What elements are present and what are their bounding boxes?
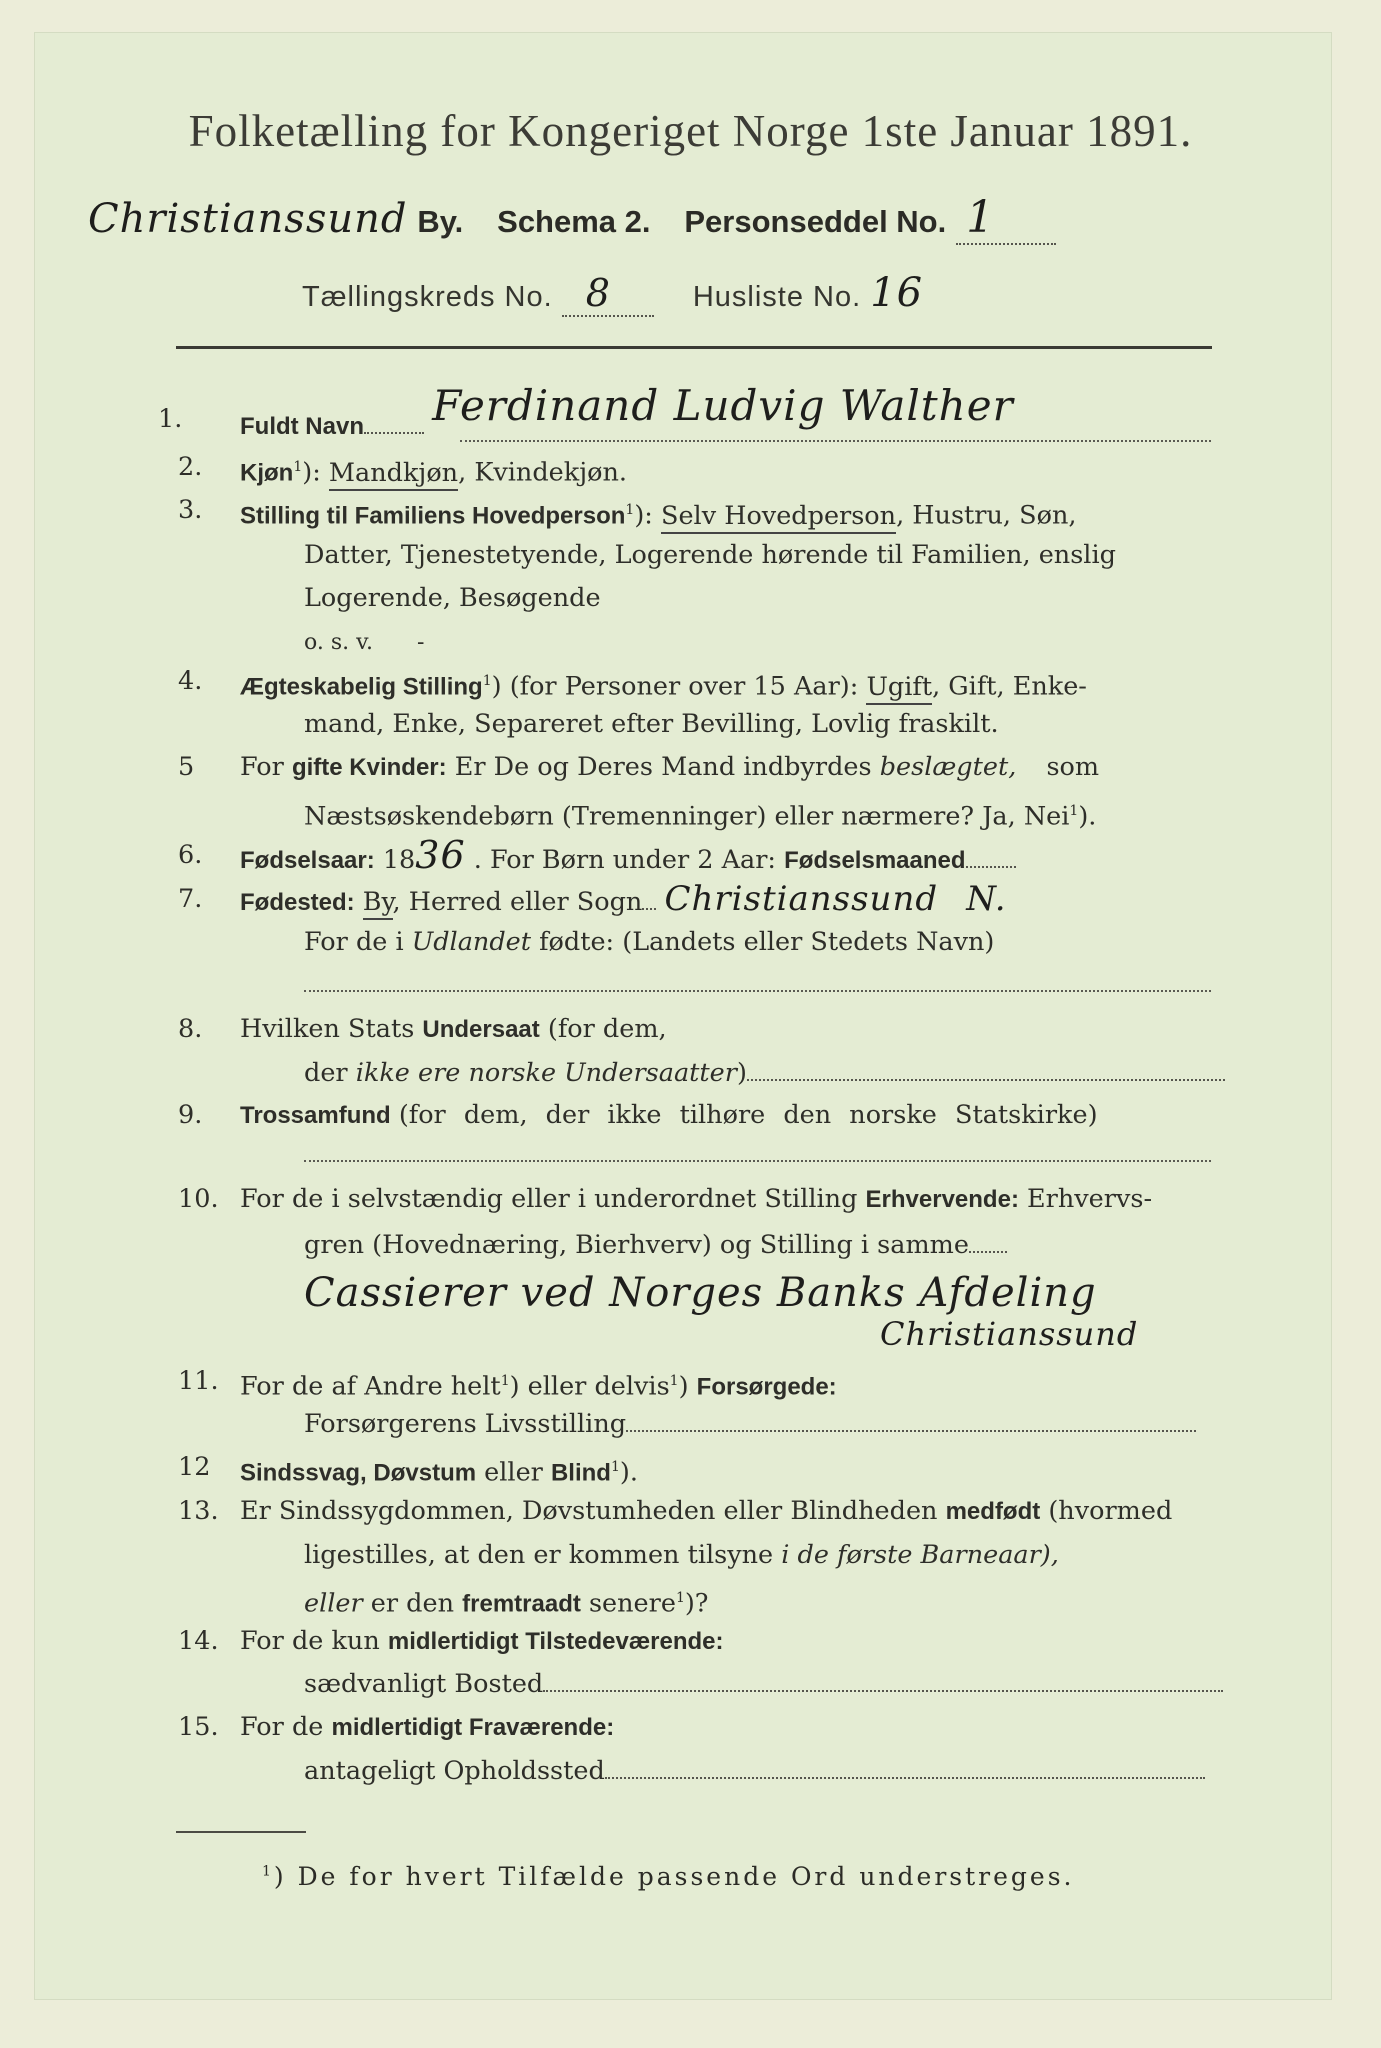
citizenship-label: Undersaat — [422, 1016, 540, 1043]
field-13-congenital — [178, 1490, 1266, 1533]
birth-month-question: . For Børn under 2 Aar: — [473, 845, 777, 875]
personseddel-label: Personseddel No. — [684, 204, 947, 239]
religion-fill-line — [304, 1160, 1211, 1162]
married-women-label: gifte Kvinder: — [291, 754, 447, 781]
temp-present-pre: For de kun — [240, 1626, 380, 1656]
congenital-tail: )? — [684, 1588, 709, 1619]
married-women-rest: som — [1046, 752, 1100, 782]
citizenship-dots — [747, 1079, 1225, 1081]
temp-present-line2 — [304, 1663, 1266, 1706]
abroad-italic: Udlandet — [411, 927, 531, 957]
congenital-pre: Er Sindssygdommen, Døvstumheden eller Blindheden — [240, 1496, 938, 1526]
tellingskreds-field — [562, 271, 654, 317]
dependents-line2 — [304, 1403, 1266, 1446]
abroad-pre: For de i — [304, 927, 404, 957]
field-number: 12 — [178, 1452, 211, 1482]
marital-status-selected: Ugift — [866, 672, 932, 705]
field-number: 7. — [178, 884, 203, 914]
dependents-mid: ) eller delvis — [509, 1371, 670, 1402]
temp-absent-line2 — [304, 1750, 1266, 1793]
married-women-pre: For — [240, 752, 284, 782]
citizenship-rest: (for dem, — [547, 1014, 667, 1044]
full-name-dots — [364, 432, 424, 434]
footnote-divider — [176, 1831, 306, 1833]
birthplace-value: Christianssund — [664, 879, 939, 919]
congenital-line2-text: ligestilles, at den er kommen tilsyne — [304, 1540, 774, 1570]
field-2-gender — [178, 446, 1266, 495]
field-number: 6. — [178, 840, 203, 870]
usual-residence-dots — [543, 1690, 1223, 1692]
congenital-label-2: fremtraadt — [462, 1590, 581, 1618]
field-number: 13. — [178, 1496, 219, 1526]
tellingskreds-number: 8 — [585, 271, 611, 315]
occupation-value-line — [304, 1270, 1097, 1316]
field-6-birth-year — [178, 833, 1266, 882]
field-8-citizenship — [178, 1008, 1266, 1051]
presumed-location-dots — [605, 1777, 1205, 1779]
congenital-label: medfødt — [945, 1498, 1041, 1525]
full-name-value: Ferdinand Ludvig Walther — [432, 381, 1014, 430]
header-divider — [176, 346, 1212, 349]
marital-status-options: mand, Enke, Separeret efter Bevilling, Lovlig fraskilt. — [304, 709, 999, 739]
congenital-line2 — [304, 1534, 1266, 1577]
footnote-ref-2: 1 — [669, 1373, 679, 1389]
birthplace-selected: By — [363, 887, 393, 920]
field-10-occupation — [178, 1178, 1266, 1221]
footnote-ref: 1 — [610, 1459, 620, 1475]
disability-mid: eller — [484, 1457, 543, 1488]
marital-status-note: ) (for Personer over 15 Aar): — [491, 671, 859, 702]
field-number: 10. — [178, 1184, 219, 1214]
abroad-fill-line — [304, 990, 1211, 992]
osv-text: o. s. v. — [304, 630, 373, 655]
temp-present-label: midlertidigt Tilstedeværende: — [387, 1628, 724, 1655]
family-position-line2 — [304, 534, 1266, 577]
field-number: 3. — [178, 495, 203, 525]
field-number: 11. — [178, 1366, 219, 1396]
disability-tail: ). — [619, 1457, 638, 1488]
married-women-line2 — [304, 790, 1266, 839]
footnote-ref: 1 — [293, 459, 303, 475]
congenital-line3-rest: senere — [588, 1588, 676, 1619]
family-position-options: Datter, Tjenestetyende, Logerende hørende til Familien, enslig — [304, 540, 1116, 570]
field-7-birthplace — [178, 878, 1266, 924]
full-name-underline — [460, 440, 1211, 442]
married-women-question-2: Næstsøskendebørn (Tremenninger) eller nærmere? Ja, Nei — [304, 801, 1070, 832]
citizenship-italic: ikke ere norske Undersaatter — [355, 1058, 737, 1088]
footnote — [262, 1862, 1074, 1891]
religion-note: (for dem, der ikke tilhøre den norske Statskirke) — [398, 1100, 1098, 1130]
occupation-label: Erhvervende: — [865, 1186, 1019, 1213]
birthplace-value-2: N. — [966, 879, 1007, 919]
citizenship-line2-pre: der — [304, 1058, 348, 1088]
footnote-ref: 1 — [675, 1590, 685, 1606]
birth-month-label: Fødselsmaaned — [784, 847, 966, 874]
occupation-rest: Erhvervs- — [1027, 1184, 1153, 1214]
field-number: 5 — [178, 752, 195, 782]
citizenship-paren: ) — [736, 1058, 747, 1088]
religion-label: Trossamfund — [240, 1102, 391, 1129]
field-11-dependents — [178, 1360, 1266, 1409]
footnote-ref: 1 — [1069, 803, 1079, 819]
provider-occupation: Forsørgerens Livsstilling — [304, 1409, 627, 1439]
congenital-line3-text: er den — [370, 1588, 455, 1619]
family-position-line3 — [304, 577, 1266, 620]
birth-month-field — [966, 866, 1016, 868]
citizenship-pre: Hvilken Stats — [240, 1014, 415, 1044]
field-15-temporary-absent — [178, 1706, 1266, 1749]
field-3-family-position — [178, 489, 1266, 538]
marital-status-label: Ægteskabelig Stilling — [240, 673, 483, 701]
personseddel-number: 1 — [966, 192, 996, 243]
by-label: By. — [417, 204, 464, 239]
field-14-temporary-present — [178, 1620, 1266, 1663]
footnote-ref: 1 — [500, 1373, 510, 1389]
married-women-tail: ). — [1078, 801, 1097, 832]
birthplace-label: Fødested: — [240, 889, 355, 916]
field-number: 1. — [158, 404, 183, 434]
tellingskreds-label: Tællingskreds No. — [302, 281, 553, 313]
congenital-line3 — [304, 1577, 1266, 1626]
birthplace-options: , Herred eller Sogn — [392, 887, 643, 917]
footnote-marker: 1 — [262, 1863, 274, 1880]
occupation-value: Cassierer ved Norges Banks Afdeling — [304, 1270, 1097, 1316]
usual-residence: sædvanligt Bosted — [304, 1669, 544, 1699]
married-women-question: Er De og Deres Mand indbyrdes — [454, 752, 872, 782]
marital-status-line2 — [304, 703, 1266, 746]
pen-mark: - — [416, 630, 425, 655]
gender-colon: ): — [302, 457, 321, 488]
footnote-ref: 1 — [625, 502, 635, 518]
disability-label-a: Sindssvag, Døvstum — [240, 1459, 477, 1487]
field-number: 9. — [178, 1100, 203, 1130]
dependents-label: Forsørgede: — [696, 1373, 837, 1401]
field-5-married-women — [178, 746, 1266, 789]
header-city-line — [88, 192, 1056, 245]
occupation-dots — [969, 1251, 1007, 1253]
gender-other: , Kvindekjøn. — [458, 457, 628, 488]
birth-year-label: Fødselsaar: — [240, 847, 375, 874]
family-position-options-2: Logerende, Besøgende — [304, 583, 601, 613]
field-number: 14. — [178, 1626, 219, 1656]
header-kreds-line — [302, 270, 923, 317]
family-position-line4 — [304, 621, 1266, 664]
personseddel-field — [956, 192, 1056, 245]
schema-label: Schema 2. — [497, 204, 651, 239]
city-handwritten: Christianssund — [88, 196, 408, 242]
field-12-disability — [178, 1446, 1266, 1495]
occupation-line2-text: gren (Hovednæring, Bierhverv) og Stilling i samme — [304, 1230, 969, 1260]
congenital-line3-italic: eller — [304, 1588, 363, 1619]
married-women-italic: beslægtet, — [879, 752, 1017, 782]
citizenship-line2 — [304, 1052, 1266, 1095]
birthplace-line2 — [304, 921, 1266, 964]
dependents-paren: ) — [678, 1371, 689, 1402]
temp-absent-label: midlertidigt Fraværende: — [331, 1714, 615, 1741]
field-4-marital-status — [178, 660, 1266, 709]
field-number: 15. — [178, 1712, 219, 1742]
gender-label: Kjøn — [240, 459, 294, 487]
dependents-pre: For de af Andre helt — [240, 1371, 501, 1402]
disability-label-b: Blind — [550, 1459, 611, 1487]
congenital-line2-italic: i de første Barneaar), — [781, 1540, 1059, 1570]
provider-dots — [626, 1430, 1196, 1432]
occupation-line2 — [304, 1224, 1266, 1267]
field-number: 4. — [178, 666, 203, 696]
birth-year-prefix: 18 — [382, 845, 416, 875]
birth-year-value: 36 — [415, 833, 466, 877]
occupation-value-line2 — [880, 1315, 1138, 1353]
field-9-religion — [178, 1094, 1266, 1137]
presumed-location: antageligt Opholdssted — [304, 1756, 605, 1786]
occupation-pre: For de i selvstændig eller i underordnet Stilling — [240, 1184, 858, 1214]
field-number: 2. — [178, 452, 203, 482]
marital-status-rest: , Gift, Enke- — [932, 671, 1087, 702]
form-title: Folketælling for Kongeriget Norge 1ste Januar 1891. — [188, 106, 1193, 156]
husliste-label: Husliste No. — [692, 281, 862, 313]
family-position-label: Stilling til Familiens Hovedperson — [240, 502, 626, 530]
family-position-selected: Selv Hovedperson — [661, 501, 896, 534]
gender-selected: Mandkjøn — [329, 458, 458, 491]
abroad-rest: fødte: (Landets eller Stedets Navn) — [539, 927, 995, 957]
footnote-ref: 1 — [482, 673, 492, 689]
occupation-value-2: Christianssund — [880, 1315, 1139, 1353]
family-position-rest: , Hustru, Søn, — [896, 500, 1077, 531]
husliste-number: 16 — [870, 270, 924, 316]
full-name-label: Fuldt Navn — [240, 413, 364, 440]
congenital-rest: (hvormed — [1048, 1496, 1173, 1526]
birthplace-dots — [642, 908, 656, 910]
footnote-text: ) De for hvert Tilfælde passende Ord understreges. — [273, 1862, 1075, 1891]
family-position-colon: ): — [634, 500, 653, 531]
temp-absent-pre: For de — [240, 1712, 324, 1742]
field-number: 8. — [178, 1014, 203, 1044]
